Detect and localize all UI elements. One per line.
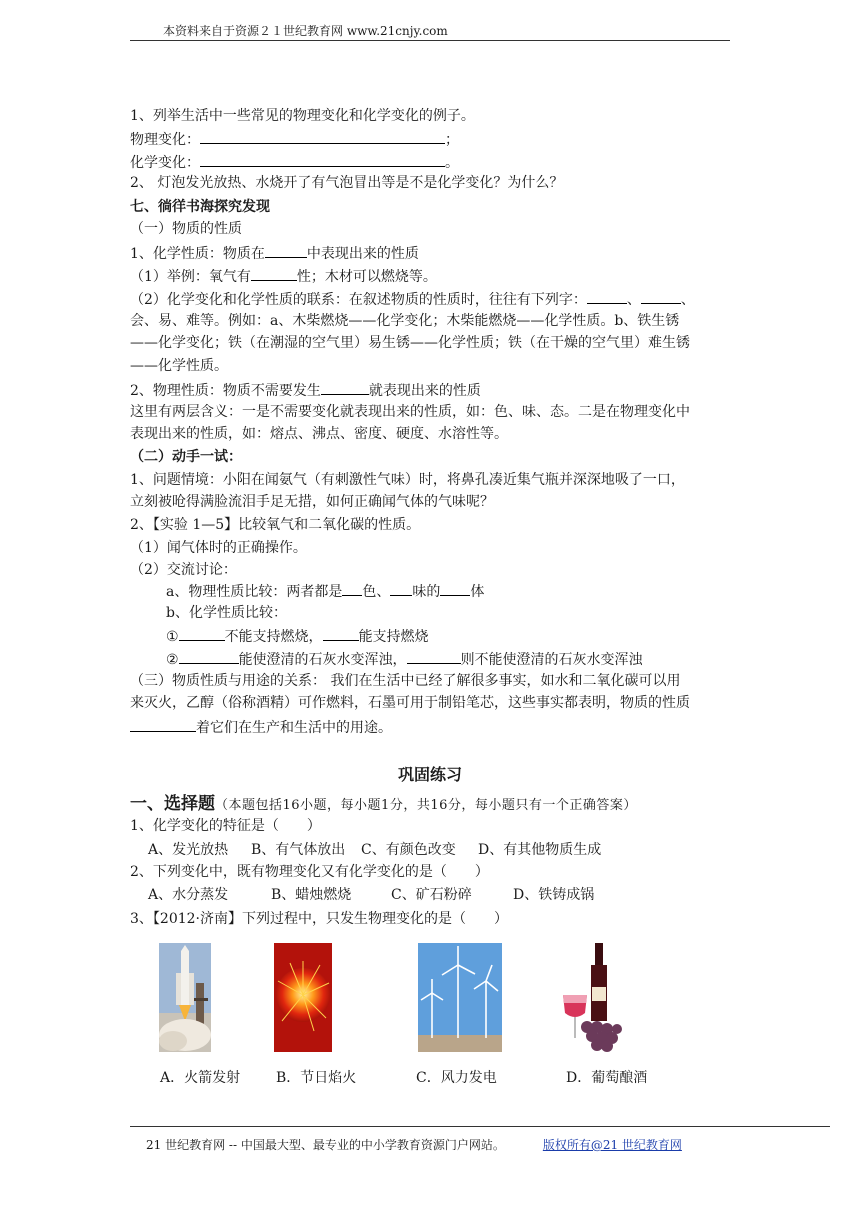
copyright-link[interactable]: 版权所有@21 世纪教育网 xyxy=(542,1138,682,1152)
question-2: 2、下列变化中，既有物理变化又有化学变化的是（ ） xyxy=(130,864,489,880)
caption-d[interactable]: D．葡萄酿酒 xyxy=(566,1070,648,1086)
answer-blank[interactable] xyxy=(390,580,412,596)
question-2-options xyxy=(148,885,594,905)
relation-line-4: ——化学性质。 xyxy=(130,358,228,374)
subsection-hands-on: （二）动手一试： xyxy=(130,449,242,465)
chemical-property-line: 1、化学性质：物质在 中表现出来的性质 xyxy=(130,242,419,264)
practice-title: 巩固练习 xyxy=(397,765,462,784)
page-header xyxy=(130,24,730,41)
option-b[interactable]: B、有气体放出 xyxy=(251,842,346,858)
rocket-launch-image xyxy=(159,943,211,1052)
question-1: 1、化学变化的特征是（ ） xyxy=(130,818,321,834)
answer-blank[interactable] xyxy=(587,288,627,304)
scenario-line-1: 1、问题情境：小阳在闻氨气（有刺激性气味）时，将鼻孔凑近集气瓶并深深地吸了一口， xyxy=(130,472,685,488)
option-c[interactable]: C、有颜色改变 xyxy=(361,842,456,858)
exercise-line-2: 2、 灯泡发光放热、水烧开了有气泡冒出等是不是化学变化？为什么？ xyxy=(130,175,564,191)
limewater-line: ② 能使澄清的石灰水变浑浊， 则不能使澄清的石灰水变浑浊 xyxy=(166,648,643,670)
meaning-line-2: 表现出来的性质，如：熔点、沸点、密度、硬度、水溶性等。 xyxy=(130,426,508,442)
header-text: 本资料来自于资源２１世纪教育网 www.21cnjy.com xyxy=(163,24,448,38)
answer-blank[interactable] xyxy=(321,379,369,395)
scenario-line-2: 立刻被呛得满脸流泪手足无措，如何正确闻气体的气味呢？ xyxy=(130,494,494,510)
option-a[interactable]: A、发光放热 xyxy=(148,842,229,858)
meaning-line-1: 这里有两层含义：一是不需要变化就表现出来的性质，如：色、味、态。二是在物理变化中 xyxy=(130,404,690,420)
answer-blank[interactable] xyxy=(342,580,362,596)
question-3: 3、【2012·济南】下列过程中，只发生物理变化的是（ ） xyxy=(130,911,508,927)
option-b[interactable]: B、蜡烛燃烧 xyxy=(271,887,352,903)
usage-line-2: 来灭火，乙醇（俗称酒精）可作燃料，石墨可用于制铅笔芯，这些事实都表明，物质的性质 xyxy=(130,695,690,711)
caption-a[interactable]: A．火箭发射 xyxy=(160,1070,241,1086)
fireworks-image xyxy=(274,943,332,1052)
chemical-change-line: 化学变化： 。 xyxy=(130,151,459,173)
physical-property-line: 2、物理性质：物质不需要发生 就表现出来的性质 xyxy=(130,379,481,401)
wind-turbine-image xyxy=(418,943,502,1052)
caption-b[interactable]: B．节日焰火 xyxy=(276,1070,357,1086)
answer-blank[interactable] xyxy=(200,128,445,144)
physical-change-line: 物理变化： ； xyxy=(130,128,459,150)
answer-blank[interactable] xyxy=(179,648,239,664)
option-d[interactable]: D、有其他物质生成 xyxy=(478,842,602,858)
option-d[interactable]: D、铁铸成锅 xyxy=(513,887,595,903)
discussion-line: （2）交流讨论： xyxy=(130,562,237,578)
relation-line-3: ——化学变化；铁（在潮湿的空气里）易生锈——化学性质；铁（在干燥的空气里）难生锈 xyxy=(130,335,690,351)
section-choice: 一、选择题（本题包括16小题，每小题1分，共16分，每小题只有一个正确答案） xyxy=(130,794,637,814)
combustion-line: ① 不能支持燃烧， 能支持燃烧 xyxy=(166,625,429,647)
answer-blank[interactable] xyxy=(200,151,445,167)
chemical-comparison-line: b、化学性质比较： xyxy=(166,605,287,621)
example-line: （1）举例：氧气有 性；木材可以燃烧等。 xyxy=(130,265,437,287)
page-footer xyxy=(130,1126,830,1153)
physical-comparison-line: a、物理性质比较：两者都是 色、 味的 体 xyxy=(166,580,484,602)
answer-blank[interactable] xyxy=(265,242,307,258)
experiment-line: 2、【实验 1—5】比较氧气和二氧化碳的性质。 xyxy=(130,517,421,533)
operation-line: （1）闻气体时的正确操作。 xyxy=(130,540,307,556)
option-a[interactable]: A、水分蒸发 xyxy=(148,887,229,903)
relation-line-2: 会、易、难等。例如：a、木柴燃烧——化学变化；木柴能燃烧——化学性质。b、铁生锈 xyxy=(130,313,680,329)
exercise-line-1: 1、列举生活中一些常见的物理变化和化学变化的例子。 xyxy=(130,108,475,124)
usage-line-1: （三）物质性质与用途的关系： 我们在生活中已经了解很多事实，如水和二氧化碳可以用 xyxy=(130,673,681,689)
caption-c[interactable]: C．风力发电 xyxy=(416,1070,497,1086)
answer-blank[interactable] xyxy=(130,716,196,732)
wine-grapes-image xyxy=(557,943,625,1052)
relation-line: （2）化学变化和化学性质的联系：在叙述物质的性质时，往往有下列字： 、 、 xyxy=(130,288,695,310)
answer-blank[interactable] xyxy=(323,625,359,641)
subsection-properties: （一）物质的性质 xyxy=(130,221,242,237)
answer-blank[interactable] xyxy=(251,265,297,281)
answer-blank[interactable] xyxy=(440,580,470,596)
usage-line-3: 着它们在生产和生活中的用途。 xyxy=(130,716,392,738)
answer-blank[interactable] xyxy=(179,625,225,641)
option-c[interactable]: C、矿石粉碎 xyxy=(391,887,472,903)
question-1-options xyxy=(148,840,601,860)
section-heading-7: 七、徜徉书海探究发现 xyxy=(130,199,270,215)
answer-blank[interactable] xyxy=(641,288,681,304)
answer-blank[interactable] xyxy=(407,648,461,664)
footer-text: 21 世纪教育网 -- 中国最大型、最专业的中小学教育资源门户网站。 xyxy=(146,1138,505,1152)
